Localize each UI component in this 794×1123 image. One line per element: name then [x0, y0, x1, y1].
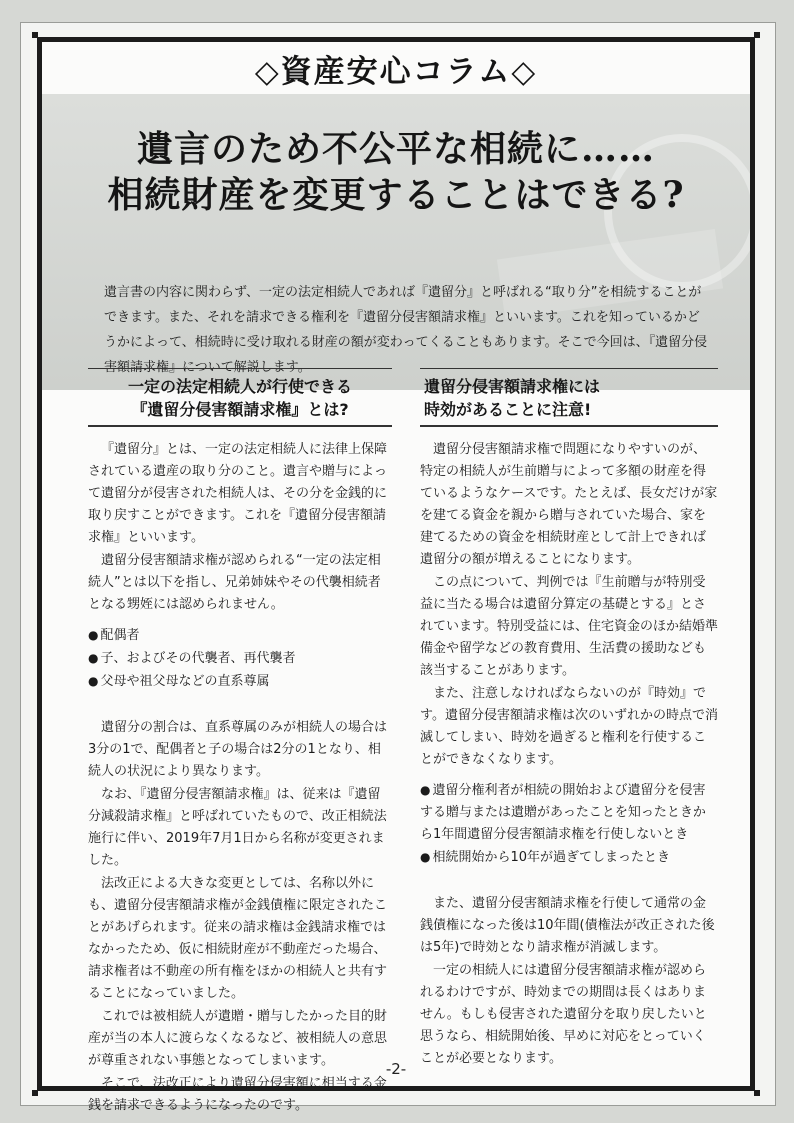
page-number: -2- — [385, 1060, 407, 1078]
paragraph: 法改正による大きな変更としては、名称以外にも、遺留分侵害額請求権が金銭債権に限定されたことがあげられます。従来の請求権は金銭請求権ではなかったため、仮に相続財産が不動産だった場合、請求権者は不動産の所有権をほかの相続人と共有することになっていました。 — [88, 876, 388, 1001]
bullet-icon: ● — [420, 850, 431, 864]
headline-line-1: 遺言のため不公平な相続に…… — [136, 128, 655, 170]
headline — [42, 126, 750, 218]
right-section-heading — [420, 368, 718, 427]
bullet-icon: ● — [88, 628, 99, 642]
left-body — [88, 439, 392, 1117]
frame-corner-ornament — [754, 32, 760, 38]
list-item: ● 子、およびその代襲者、再代襲者 — [88, 651, 296, 666]
list-item: ● 配偶者 — [88, 628, 140, 643]
frame-corner-ornament — [32, 32, 38, 38]
paragraph: 『遺留分』とは、一定の法定相続人に法律上保障されている遺産の取り分のこと。遺言や贈与によって遺留分が侵害された相続人は、その分を金銭的に取り戻すことができます。これを『遺留分侵害額請求権』といいます。 — [88, 442, 388, 545]
bullet-icon: ● — [88, 651, 99, 665]
heir-list — [88, 624, 392, 693]
paragraph: そこで、法改正により遺留分侵害額に相当する金銭を請求できるようになったのです。 — [88, 1076, 387, 1113]
paragraph: なお、『遺留分侵害額請求権』は、従来は『遺留分減殺請求権』と呼ばれていたもので、改正相続法施行に伴い、2019年7月1日から名称が変更されました。 — [88, 787, 387, 868]
frame-corner-ornament — [754, 1090, 760, 1096]
headline-line-2: 相続財産を変更することはできる? — [107, 174, 685, 216]
column-header — [42, 42, 750, 94]
left-heading-line-1: 一定の法定相続人が行使できる — [127, 377, 352, 396]
right-body — [420, 439, 718, 1070]
left-column — [88, 368, 392, 1118]
bullet-icon: ● — [88, 674, 99, 688]
paragraph: これでは被相続人が遺贈・贈与したかった目的財産が当の本人に渡らなくなるなど、被相続人の意思が尊重されない事態となってしまいます。 — [88, 1009, 388, 1068]
paragraph: また、遺留分侵害額請求権を行使して通常の金銭債権になった後は10年間(債権法が改正された後は5年)で時効となり請求権が消滅します。 — [420, 896, 715, 955]
paragraph: 遺留分侵害額請求権が認められる“一定の法定相続人”とは以下を指し、兄弟姉妹やその代襲相続者となる甥姪には認められません。 — [88, 553, 381, 612]
frame-corner-ornament — [32, 1090, 38, 1096]
left-heading-line-2: 『遺留分侵害額請求権』とは? — [131, 400, 349, 419]
paragraph: この点について、判例では『生前贈与が特別受益に当たる場合は遺留分算定の基礎とする』とされています。特別受益には、住宅資金のほか結婚準備金や留学などの教育費用、生活費の援助なども該当することがあります。 — [420, 575, 718, 678]
left-section-heading — [88, 368, 392, 427]
paragraph: 遺留分侵害額請求権で問題になりやすいのが、特定の相続人が生前贈与によって多額の財産を得ているようなケースです。たとえば、長女だけが家を建てる資金を親から贈与されていた場合、家を建てるための資金を相続財産として計上できれば遺留分の額が増えることになります。 — [420, 442, 718, 567]
bullet-icon: ● — [420, 783, 431, 797]
paragraph: また、注意しなければならないのが『時効』です。遺留分侵害額請求権は次のいずれかの時点で消滅してしまい、時効を過ぎると権利を行使することができなくなります。 — [420, 686, 718, 767]
intro-paragraph: 遺言書の内容に関わらず、一定の法定相続人であれば『遺留分』と呼ばれる“取り分”を相続することができます。また、それを請求できる権利を『遺留分侵害額請求権』といいます。これを知っているかどうかによって、相続時に受け取れる財産の額が変わってくることもあります。そこで今回は、『遺留分侵害額請求権』について解説します。 — [104, 285, 708, 375]
right-column — [420, 368, 718, 1071]
right-heading-line-2: 時効があることに注意! — [424, 400, 592, 419]
paragraph: 遺留分の割合は、直系尊属のみが相続人の場合は3分の1で、配偶者と子の場合は2分の1となり、相続人の状況により異なります。 — [88, 720, 388, 779]
column-title: ◇資産安心コラム◇ — [254, 53, 538, 90]
right-heading-line-1: 遺留分侵害額請求権には — [424, 377, 601, 396]
statute-limit-list — [420, 779, 718, 869]
list-item: ● 相続開始から10年が過ぎてしまったとき — [420, 850, 671, 865]
paragraph: 一定の相続人には遺留分侵害額請求権が認められるわけですが、時効までの期間は長くはありません。もしも侵害された遺留分を取り戻したいと思うなら、相続開始後、早めに対応をとっていくことが必要となります。 — [420, 963, 707, 1066]
list-item: ● 遺留分権利者が相続の開始および遺留分を侵害する贈与または遺贈があったことを知ったときから1年間遺留分侵害額請求権を行使しないとき — [420, 783, 706, 842]
list-item: ● 父母や祖父母などの直系尊属 — [88, 674, 270, 689]
